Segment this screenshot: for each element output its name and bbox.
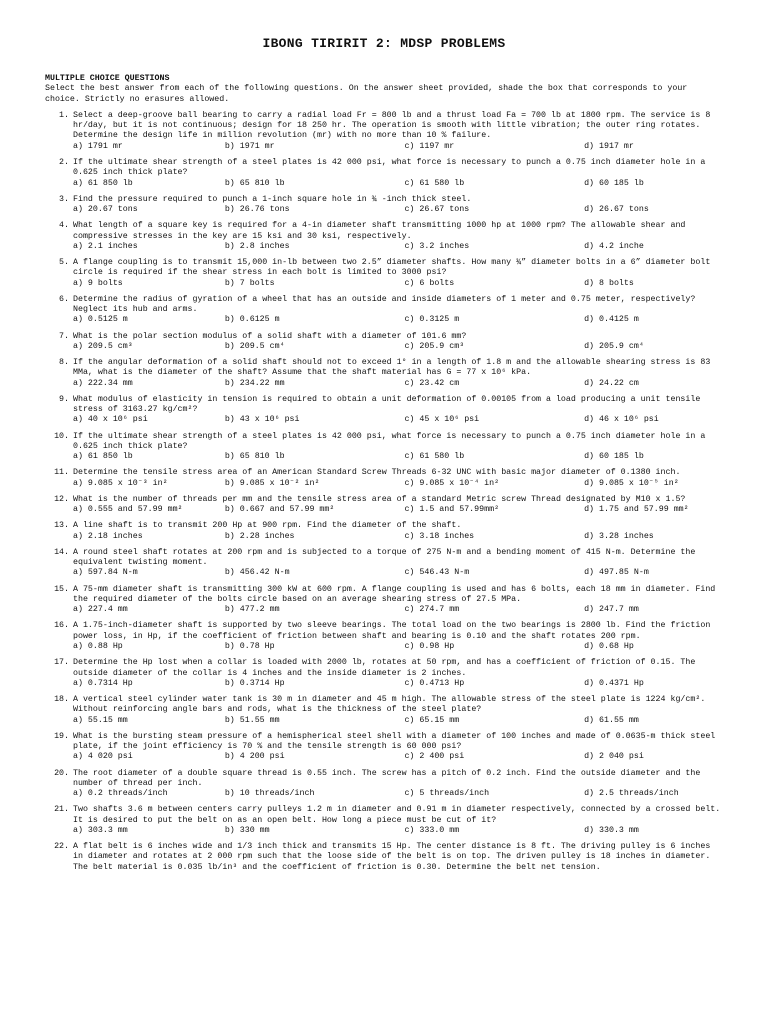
question-text: Find the pressure required to punch a 1-inch square hole in ¾ -inch thick steel.	[73, 194, 472, 204]
answer-option: c) 2 400 psi	[404, 752, 465, 762]
question-number: 2.	[59, 157, 69, 167]
answer-option: c) 6 bolts	[404, 278, 455, 288]
answer-option: d) 1.75 and 57.99 mm²	[584, 505, 689, 515]
question-number: 13.	[54, 521, 69, 531]
answer-option: d) 1917 mr	[584, 141, 634, 151]
answer-option: c) 26.67 tons	[404, 205, 470, 215]
answer-option: b) 0.78 Hp	[224, 642, 275, 652]
answer-option: d) 247.7 mm	[584, 605, 639, 615]
question-item	[45, 842, 723, 873]
question-item	[45, 468, 723, 489]
answer-option: a) 0.7314 Hp	[73, 678, 133, 688]
answer-option: a) 9.085 x 10⁻³ in²	[73, 478, 168, 488]
answer-option: a) 61 850 lb	[73, 178, 133, 188]
question-number: 20.	[54, 768, 69, 778]
question-number: 7.	[59, 331, 69, 341]
question-text: Determine the Hp lost when a collar is loaded with 2000 lb, rotates at 50 rpm, and has a coefficient of friction of 0.15. The outside diameter of the collar is 4 inches and the inside diameter is 2 inches.	[73, 658, 696, 678]
answer-option: c) 1197 mr	[404, 141, 455, 151]
question-item	[45, 769, 723, 800]
answer-option: c) 23.42 cm	[404, 378, 460, 388]
question-number: 10.	[54, 431, 69, 441]
answer-options	[73, 242, 723, 252]
answer-option: b) 456.42 N-m	[224, 568, 290, 578]
answer-options	[73, 642, 723, 652]
question-list	[45, 111, 723, 873]
question-item	[45, 195, 723, 216]
answer-options	[73, 752, 723, 762]
document-page	[45, 36, 723, 879]
answer-options	[73, 479, 723, 489]
question-item	[45, 332, 723, 353]
answer-option: a) 55.15 mm	[73, 715, 128, 725]
answer-option: c) 61 580 lb	[404, 178, 465, 188]
answer-option: b) 2.8 inches	[224, 241, 290, 251]
question-item	[45, 805, 723, 836]
answer-option: d) 26.67 tons	[584, 205, 649, 215]
question-item	[45, 358, 723, 389]
answer-option: a) 0.2 threads/inch	[73, 789, 168, 799]
answer-option: d) 24.22 cm	[584, 378, 639, 388]
answer-option: c) 0.4713 Hp	[404, 678, 465, 688]
answer-option: a) 209.5 cm³	[73, 341, 133, 351]
answer-options	[73, 279, 723, 289]
answer-option: a) 4 020 psi	[73, 752, 133, 762]
answer-option: a) 20.67 tons	[73, 205, 138, 215]
answer-option: a) 0.5125 m	[73, 315, 128, 325]
answer-option: b) 10 threads/inch	[224, 789, 315, 799]
answer-options	[73, 505, 723, 515]
question-number: 19.	[54, 731, 69, 741]
question-number: 14.	[54, 547, 69, 557]
answer-option: c) 61 580 lb	[404, 452, 465, 462]
question-number: 18.	[54, 694, 69, 704]
question-text: If the angular deformation of a solid shaft should not to exceed 1° in a length of 1.8 m and the allowable shearing stress is 83 MMa, what is the diameter of the shaft? Assume that the shaft material has G = 77 x 10⁶ kPa.	[73, 358, 711, 378]
question-item	[45, 111, 723, 152]
answer-option: b) 209.5 cm⁴	[224, 341, 285, 351]
answer-options	[73, 679, 723, 689]
answer-option: b) 65 810 lb	[224, 178, 285, 188]
answer-option: d) 60 185 lb	[584, 178, 644, 188]
question-text: Two shafts 3.6 m between centers carry pulleys 1.2 m in diameter and 0.91 m in diameter respectively, connected by a crossed belt. It is desired to put the belt on as an open belt. How long a piece must be cut of it?	[73, 805, 721, 825]
answer-option: b) 2.28 inches	[224, 531, 295, 541]
answer-options	[73, 532, 723, 542]
question-text: The root diameter of a double square thread is 0.55 inch. The screw has a pitch of 0.2 inch. Find the outside diameter and the number of thread per inch.	[73, 768, 701, 788]
question-text: A flat belt is 6 inches wide and 1/3 inch thick and transmits 15 Hp. The center distance is 8 ft. The driving pulley is 6 inches in diameter and rotates at 2 000 rpm such that the loose side of the belt is on top. The driven pulley is 18 inches in diameter. The belt material is 0.035 lb/in³ and the coefficient of friction is 0.30. Determine the belt net tension.	[73, 842, 711, 872]
answer-options	[73, 568, 723, 578]
question-text: What is the polar section modulus of a solid shaft with a diameter of 101.6 mm?	[73, 331, 467, 341]
question-number: 3.	[59, 194, 69, 204]
question-item	[45, 432, 723, 463]
answer-options	[73, 205, 723, 215]
answer-option: b) 26.76 tons	[224, 205, 290, 215]
answer-option: c) 333.0 mm	[404, 825, 460, 835]
question-number: 11.	[54, 468, 69, 478]
answer-option: d) 0.4125 m	[584, 315, 639, 325]
answer-option: a) 61 850 lb	[73, 452, 133, 462]
answer-option: d) 205.9 cm⁴	[584, 341, 644, 351]
answer-option: d) 8 bolts	[584, 278, 634, 288]
question-item	[45, 732, 723, 763]
answer-option: b) 43 x 10⁶ psi	[224, 415, 300, 425]
question-text: A 75-mm diameter shaft is transmitting 300 kW at 600 rpm. A flange coupling is used and has 6 bolts, each 18 mm in diameter. Find the required diameter of the bolts circle based on an average shearing stress of 27.5 MPa.	[73, 584, 716, 604]
answer-option: c) 0.98 Hp	[404, 642, 455, 652]
answer-option: c) 5 threads/inch	[404, 789, 490, 799]
question-text: What is the bursting steam pressure of a hemispherical steel shell with a diameter of 100 inches and made of 0.0635-m thick steel plate, if the joint efficiency is 70 % and the tensile strength is 60 000 psi?	[73, 731, 716, 752]
question-item	[45, 495, 723, 516]
question-text: What length of a square key is required for a 4-in diameter shaft transmitting 1000 hp at 1000 rpm? The allowable shear and compressive stresses in the key are 15 ksi and 30 ksi, respectively.	[73, 221, 686, 241]
answer-option: c) 1.5 and 57.99mm²	[404, 505, 500, 515]
question-item	[45, 521, 723, 542]
answer-option: c) 0.3125 m	[404, 315, 460, 325]
question-number: 1.	[59, 110, 69, 120]
question-number: 4.	[59, 221, 69, 231]
answer-option: c) 3.2 inches	[404, 241, 470, 251]
question-item	[45, 621, 723, 652]
question-item	[45, 548, 723, 579]
answer-option: b) 330 mm	[224, 825, 270, 835]
answer-option: c) 546.43 N-m	[404, 568, 470, 578]
answer-option: a) 1791 mr	[73, 141, 123, 151]
answer-options	[73, 342, 723, 352]
question-text: Determine the tensile stress area of an American Standard Screw Threads 6-32 UNC with basic major diameter of 0.1380 inch.	[73, 468, 681, 478]
question-text: A round steel shaft rotates at 200 rpm and is subjected to a torque of 275 N-m and a bending moment of 415 N-m. Determine the equivalent twisting moment.	[73, 547, 696, 568]
answer-option: a) 0.555 and 57.99 mm²	[73, 505, 183, 515]
answer-option: c) 205.9 cm³	[404, 341, 465, 351]
question-item	[45, 395, 723, 426]
question-number: 6.	[59, 294, 69, 304]
answer-option: a) 40 x 10⁶ psi	[73, 415, 148, 425]
answer-option: d) 3.28 inches	[584, 531, 654, 541]
answer-option: b) 477.2 mm	[224, 605, 280, 615]
answer-option: a) 597.84 N-m	[73, 568, 138, 578]
answer-option: b) 0.6125 m	[224, 315, 280, 325]
answer-options	[73, 716, 723, 726]
answer-option: b) 0.667 and 57.99 mm²	[224, 505, 335, 515]
question-text: A vertical steel cylinder water tank is 30 m in diameter and 45 m high. The allowable stress of the steel plate is 1224 kg/cm². Without reinforcing angle bars and rods, what is the thickness of the steel plate?	[73, 694, 706, 715]
answer-option: a) 222.34 mm	[73, 378, 133, 388]
answer-option: d) 4.2 inche	[584, 241, 644, 251]
answer-option: a) 0.88 Hp	[73, 642, 123, 652]
question-item	[45, 258, 723, 289]
question-text: If the ultimate shear strength of a steel plates is 42 000 psi, what force is necessary to punch a 0.75 inch diameter hole in a 0.625 inch thick plate?	[73, 431, 706, 451]
page-title: IBONG TIRIRIT 2: MDSP PROBLEMS	[262, 36, 506, 51]
answer-option: d) 60 185 lb	[584, 452, 644, 462]
question-number: 12.	[54, 494, 69, 504]
question-number: 5.	[59, 258, 69, 268]
answer-option: d) 9.085 x 10⁻⁵ in²	[584, 478, 679, 488]
answer-options	[73, 142, 723, 152]
answer-options	[73, 605, 723, 615]
question-number: 9.	[59, 394, 69, 404]
answer-options	[73, 826, 723, 836]
answer-option: a) 9 bolts	[73, 278, 123, 288]
answer-option: c) 65.15 mm	[404, 715, 460, 725]
question-text: If the ultimate shear strength of a steel plates is 42 000 psi, what force is necessary to punch a 0.75 inch diameter hole in a 0.625 inch thick plate?	[73, 157, 706, 178]
question-item	[45, 221, 723, 252]
answer-options	[73, 179, 723, 189]
answer-option: b) 7 bolts	[224, 278, 275, 288]
answer-option: d) 61.55 mm	[584, 715, 639, 725]
section-title: MULTIPLE CHOICE QUESTIONS	[45, 74, 170, 83]
answer-option: b) 65 810 lb	[224, 452, 285, 462]
answer-option: b) 234.22 mm	[224, 378, 285, 388]
question-item	[45, 158, 723, 189]
answer-option: b) 1971 mr	[224, 141, 275, 151]
answer-options	[73, 415, 723, 425]
answer-option: d) 2.5 threads/inch	[584, 789, 679, 799]
answer-option: a) 2.1 inches	[73, 241, 138, 251]
question-number: 17.	[54, 658, 69, 668]
question-text: A flange coupling is to transmit 15,000 in-lb between two 2.5” diameter shafts. How many ¾” diameter bolts in a 6” diameter bolt circle is required if the shear stress in each bolt is limited to 3000 psi?	[73, 258, 711, 278]
question-text: A 1.75-inch-diameter shaft is supported by two sleeve bearings. The total load on the two bearings is 2800 lb. Find the friction power loss, in Hp, if the coefficient of friction between shaft and bearing is 0.10 and the shaft rotates 200 rpm.	[73, 621, 711, 641]
question-text: Select a deep-groove ball bearing to carry a radial load Fr = 800 lb and a thrust load Fa = 700 lb at 1800 rpm. The service is 8 hr/day, but it is not continuous; design for 18 250 hr. The operation is smooth with little vibration; the outer ring rotates. Determine the design life in million revolution (mr) with no more than 10 % failure.	[73, 110, 711, 141]
question-item	[45, 585, 723, 616]
answer-option: c) 9.085 x 10⁻⁴ in²	[404, 478, 500, 488]
question-number: 21.	[54, 805, 69, 815]
question-item	[45, 695, 723, 726]
answer-option: d) 0.68 Hp	[584, 642, 634, 652]
answer-option: b) 9.085 x 10⁻² in²	[224, 478, 320, 488]
question-number: 8.	[59, 358, 69, 368]
answer-option: b) 4 200 psi	[224, 752, 285, 762]
answer-option: d) 2 040 psi	[584, 752, 644, 762]
answer-option: b) 51.55 mm	[224, 715, 280, 725]
question-number: 22.	[54, 842, 69, 852]
question-item	[45, 295, 723, 326]
answer-option: d) 0.4371 Hp	[584, 678, 644, 688]
answer-option: c) 45 x 10⁶ psi	[404, 415, 480, 425]
answer-option: d) 497.85 N-m	[584, 568, 649, 578]
answer-option: d) 330.3 mm	[584, 825, 639, 835]
answer-option: c) 274.7 mm	[404, 605, 460, 615]
answer-option: b) 0.3714 Hp	[224, 678, 285, 688]
answer-option: a) 303.3 mm	[73, 825, 128, 835]
answer-option: d) 46 x 10⁶ psi	[584, 415, 659, 425]
question-number: 16.	[54, 621, 69, 631]
question-text: What modulus of elasticity in tension is required to obtain a unit deformation of 0.00105 from a load producing a unit tensile stress of 3163.27 kg/cm²?	[73, 394, 701, 415]
answer-options	[73, 452, 723, 462]
instructions: Select the best answer from each of the following questions. On the answer sheet provided, shade the box that corresponds to your choice. Strictly no erasures allowed.	[45, 84, 688, 104]
question-item	[45, 658, 723, 689]
answer-options	[73, 379, 723, 389]
question-text: What is the number of threads per mm and the tensile stress area of a standard Metric screw Thread designated by M10 x 1.5?	[73, 494, 686, 504]
question-text: Determine the radius of gyration of a wheel that has an outside and inside diameters of 1 meter and 0.75 meter, respectively? Neglect its hub and arms.	[73, 294, 696, 315]
answer-option: a) 227.4 mm	[73, 605, 128, 615]
answer-options	[73, 789, 723, 799]
question-number: 15.	[54, 584, 69, 594]
answer-options	[73, 315, 723, 325]
answer-option: a) 2.18 inches	[73, 531, 143, 541]
question-text: A line shaft is to transmit 200 Hp at 900 rpm. Find the diameter of the shaft.	[73, 521, 462, 531]
answer-option: c) 3.18 inches	[404, 531, 475, 541]
